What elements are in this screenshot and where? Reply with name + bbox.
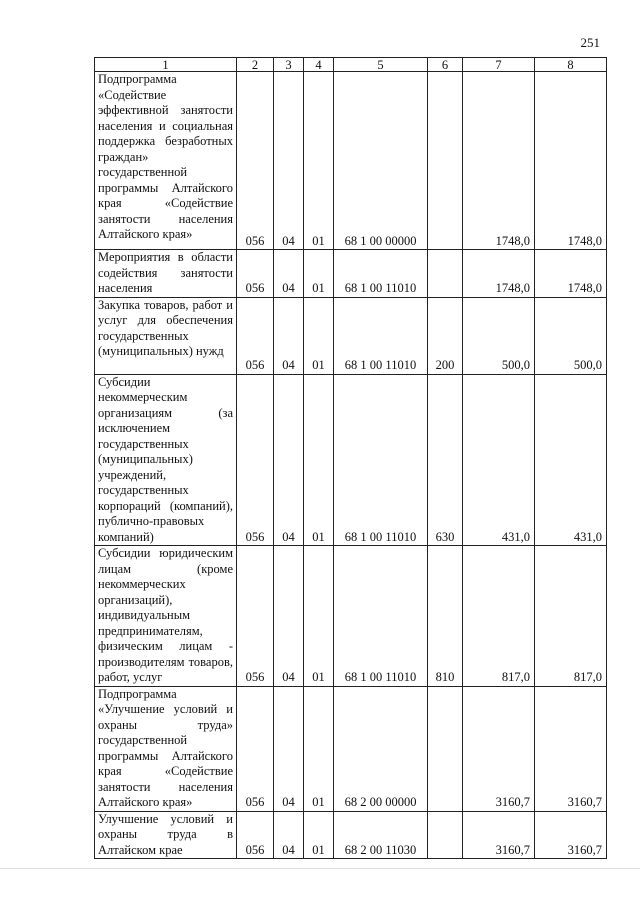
cell-amount-2: 500,0 (535, 297, 607, 374)
table-row (95, 546, 607, 687)
cell-subsection: 01 (304, 546, 334, 687)
page-bottom-divider (0, 868, 640, 869)
header-col-5: 5 (334, 58, 428, 72)
cell-target-article: 68 1 00 11010 (334, 546, 428, 687)
cell-expense-type: 810 (428, 546, 463, 687)
cell-target-article: 68 2 00 11030 (334, 811, 428, 859)
cell-ministry: 056 (237, 72, 274, 250)
row-name: Субсидии юридическим лицам (кроме некоммерческих организаций), индивидуальным предпринимателям, физическим лицам - производителям товаров, работ, услуг (95, 546, 237, 687)
table-row (95, 72, 607, 250)
row-name: Подпрограмма «Содействие эффективной занятости населения и социальная поддержка безработных граждан» государственной программы Алтайского края «Содействие занятости населения Алтайского края» (95, 72, 237, 250)
table-row (95, 811, 607, 859)
header-col-2: 2 (237, 58, 274, 72)
cell-section: 04 (274, 72, 304, 250)
cell-expense-type: 630 (428, 374, 463, 546)
row-name: Закупка товаров, работ и услуг для обеспечения государственных (муниципальных) нужд (95, 297, 237, 374)
cell-amount-1: 500,0 (463, 297, 535, 374)
cell-amount-2: 817,0 (535, 546, 607, 687)
cell-amount-1: 431,0 (463, 374, 535, 546)
cell-section: 04 (274, 811, 304, 859)
cell-subsection: 01 (304, 72, 334, 250)
row-name: Улучшение условий и охраны труда в Алтайском крае (95, 811, 237, 859)
cell-expense-type (428, 686, 463, 811)
cell-subsection: 01 (304, 374, 334, 546)
cell-target-article: 68 1 00 11010 (334, 250, 428, 298)
cell-subsection: 01 (304, 250, 334, 298)
cell-section: 04 (274, 546, 304, 687)
cell-subsection: 01 (304, 686, 334, 811)
header-col-7: 7 (463, 58, 535, 72)
table-header-row (95, 58, 607, 72)
cell-ministry: 056 (237, 374, 274, 546)
page-number: 251 (580, 35, 600, 50)
cell-amount-1: 1748,0 (463, 250, 535, 298)
cell-amount-1: 3160,7 (463, 811, 535, 859)
cell-amount-2: 3160,7 (535, 811, 607, 859)
cell-target-article: 68 2 00 00000 (334, 686, 428, 811)
cell-subsection: 01 (304, 811, 334, 859)
cell-section: 04 (274, 250, 304, 298)
row-name: Подпрограмма «Улучшение условий и охраны труда» государственной программы Алтайского края «Содействие занятости населения Алтайского края» (95, 686, 237, 811)
cell-subsection: 01 (304, 297, 334, 374)
cell-target-article: 68 1 00 11010 (334, 297, 428, 374)
row-name: Мероприятия в области содействия занятости населения (95, 250, 237, 298)
header-col-8: 8 (535, 58, 607, 72)
budget-table (94, 57, 607, 859)
cell-target-article: 68 1 00 00000 (334, 72, 428, 250)
header-col-1: 1 (95, 58, 237, 72)
cell-ministry: 056 (237, 297, 274, 374)
cell-amount-2: 431,0 (535, 374, 607, 546)
cell-ministry: 056 (237, 250, 274, 298)
cell-section: 04 (274, 686, 304, 811)
cell-expense-type (428, 250, 463, 298)
cell-ministry: 056 (237, 686, 274, 811)
header-col-3: 3 (274, 58, 304, 72)
table-row (95, 297, 607, 374)
cell-target-article: 68 1 00 11010 (334, 374, 428, 546)
cell-expense-type (428, 811, 463, 859)
cell-amount-1: 3160,7 (463, 686, 535, 811)
cell-ministry: 056 (237, 546, 274, 687)
cell-expense-type (428, 72, 463, 250)
table-row (95, 374, 607, 546)
header-col-4: 4 (304, 58, 334, 72)
cell-amount-1: 1748,0 (463, 72, 535, 250)
cell-amount-2: 1748,0 (535, 72, 607, 250)
header-col-6: 6 (428, 58, 463, 72)
row-name: Субсидии некоммерческим организациям (за исключением государственных (муниципальных) учреждений, государственных корпораций (компаний), публично-правовых компаний) (95, 374, 237, 546)
cell-ministry: 056 (237, 811, 274, 859)
cell-section: 04 (274, 374, 304, 546)
cell-amount-1: 817,0 (463, 546, 535, 687)
cell-amount-2: 3160,7 (535, 686, 607, 811)
cell-amount-2: 1748,0 (535, 250, 607, 298)
cell-section: 04 (274, 297, 304, 374)
table-row (95, 250, 607, 298)
table-row (95, 686, 607, 811)
cell-expense-type: 200 (428, 297, 463, 374)
